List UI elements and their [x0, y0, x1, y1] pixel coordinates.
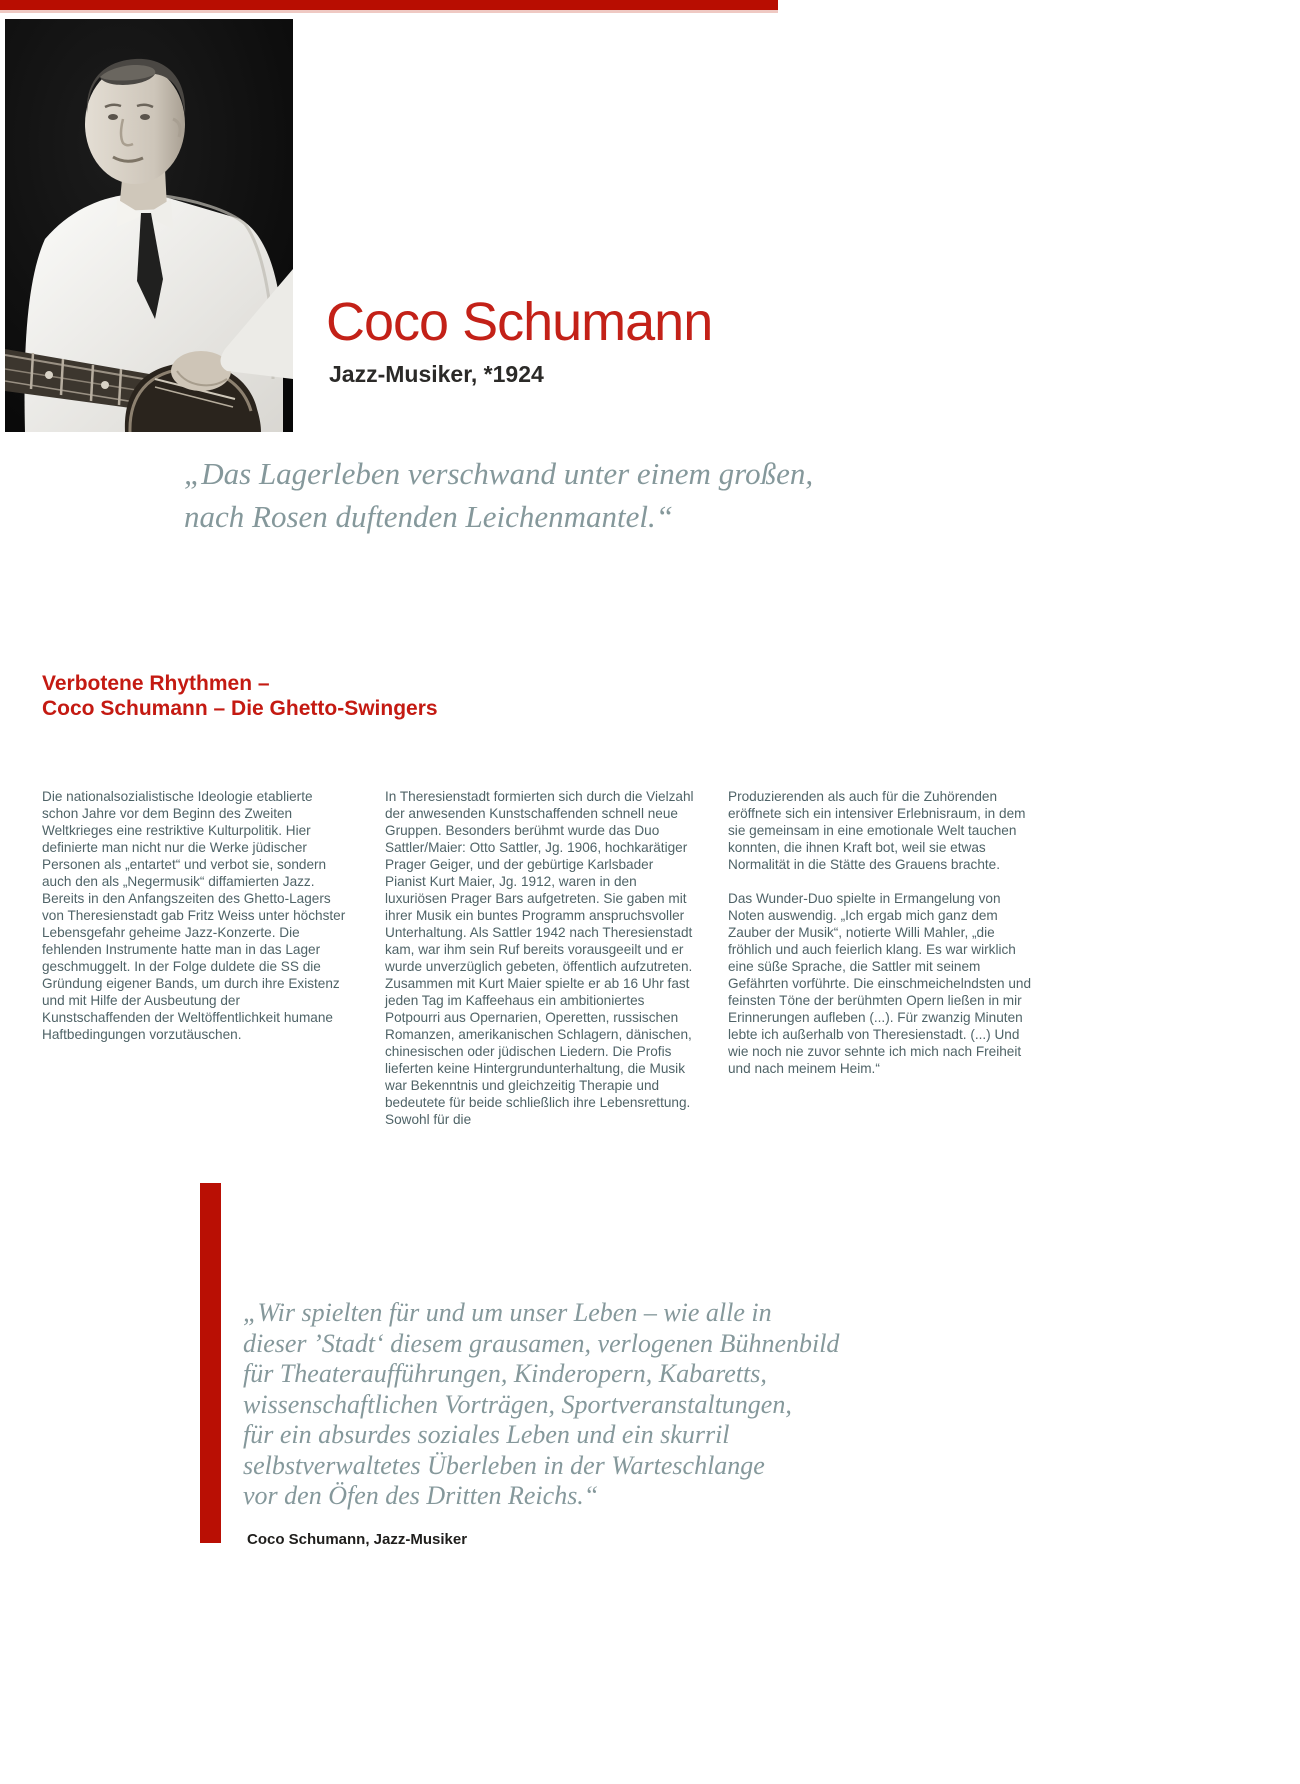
- section-heading: [42, 671, 438, 721]
- page-subtitle: Jazz-Musiker, *1924: [329, 361, 544, 387]
- pull-quote-bottom-line: „Wir spielten für und um unser Leben – wie alle in: [243, 1298, 772, 1327]
- body-paragraph: Das Wunder-Duo spielte in Ermangelung von Noten auswendig. „Ich ergab mich ganz dem Zauber der Musik“, notierte Willi Mahler, „die fröhlich und auch feierlich klang. Es war wirklich eine süße Sprache, die Sattler mit seinem Gefährten vorführte. Die einschmeichelndsten und feinsten Töne der berühmten Opern ließen in mir Erinnerungen aufleben (...). Für zwanzig Minuten lebte ich außerhalb von Theresienstadt. (...) Und wie noch nie zuvor sehnte ich mich nach Freiheit und nach meinem Heim.“: [728, 891, 1032, 1076]
- pull-quote-bottom-line: wissenschaftlichen Vorträgen, Sportveranstaltungen,: [243, 1389, 792, 1419]
- pull-quote-bottom-line: selbstverwaltetes Überleben in der Warteschlange: [243, 1450, 765, 1480]
- pull-quote-bottom-line: für ein absurdes soziales Leben und ein skurril: [243, 1420, 730, 1449]
- body-column-2: [385, 788, 694, 1128]
- section-heading-line: Coco Schumann – Die Ghetto-Swingers: [42, 697, 438, 720]
- portrait-photo: [5, 19, 293, 432]
- pull-quote-top-line: nach Rosen duftenden Leichenmantel.“: [184, 499, 674, 534]
- quote-attribution: Coco Schumann, Jazz-Musiker: [247, 1531, 468, 1548]
- body-column-3: [728, 788, 1037, 1077]
- top-red-bar: [0, 0, 778, 13]
- body-paragraph: In Theresienstadt formierten sich durch die Vielzahl der anwesenden Kunstschaffenden schnell neue Gruppen. Besonders berühmt wurde das Duo Sattler/Maier: Otto Sattler, Jg. 1906, hochkarätiger Prager Geiger, und der gebürtige Karlsbader Pianist Kurt Maier, Jg. 1912, waren in den luxuriösen Prager Bars aufgetreten. Sie gaben mit ihrer Musik ein buntes Programm anspruchsvoller Unterhaltung. Als Sattler 1942 nach Theresienstadt kam, war ihm sein Ruf bereits vorausgeeilt und er wurde unverzüglich gebeten, öffentlich aufzutreten. Zusammen mit Kurt Maier spielte er ab 16 Uhr fast jeden Tag im Kaffeehaus ein ambitioniertes Potpourri aus Opernarien, Operetten, russischen Romanzen, amerikanischen Schlagern, dänischen, chinesischen oder jüdischen Liedern. Die Profis lieferten keine Hintergrundunterhaltung, die Musik war Bekenntnis und gleichzeitig Therapie und bedeutete für beide schließlich ihre Lebensrettung. Sowohl für die: [385, 789, 694, 1127]
- section-heading-line: Verbotene Rhythmen –: [42, 672, 270, 695]
- body-paragraph: Produzierenden als auch für die Zuhörenden eröffnete sich ein intensiver Erlebnisraum, in dem sie gemeinsam in eine emotionale Welt tauchen konnten, die ihnen Kraft bot, weil sie etwas Normalität in die Stätte des Grauens brachte.: [728, 789, 1026, 872]
- page-title: Coco Schumann: [326, 292, 713, 352]
- pull-quote-bottom-line: dieser ’Stadt‘ diesem grausamen, verlogenen Bühnenbild: [243, 1328, 840, 1358]
- pull-quote-bottom: [243, 1298, 839, 1512]
- body-paragraph: Die nationalsozialistische Ideologie etablierte schon Jahre vor dem Beginn des Zweiten Weltkrieges eine restriktive Kulturpolitik. Hier definierte man nicht nur die Werke jüdischer Personen als „entartet“ und verbot sie, sondern auch den als „Negermusik“ diffamierten Jazz. Bereits in den Anfangszeiten des Ghetto-Lagers von Theresienstadt gab Fritz Weiss unter höchster Lebensgefahr geheime Jazz-Konzerte. Die fehlenden Instrumente hatte man in das Lager geschmuggelt. In der Folge duldete die SS die Gründung eigener Bands, um durch ihre Existenz und mit Hilfe der Ausbeutung der Kunstschaffenden der Weltöffentlichkeit humane Haftbedingungen vorzutäuschen.: [42, 789, 346, 1042]
- pull-quote-top-line: „Das Lagerleben verschwand unter einem großen,: [184, 456, 814, 491]
- pull-quote-bottom-line: vor den Öfen des Dritten Reichs.“: [243, 1481, 599, 1510]
- pull-quote-bottom-line: für Theateraufführungen, Kinderopern, Kabaretts,: [243, 1359, 767, 1388]
- body-column-1: [42, 788, 351, 1043]
- vertical-red-rule: [200, 1183, 221, 1543]
- pull-quote-top: [184, 452, 813, 538]
- portrait-photo-illustration: [5, 19, 293, 432]
